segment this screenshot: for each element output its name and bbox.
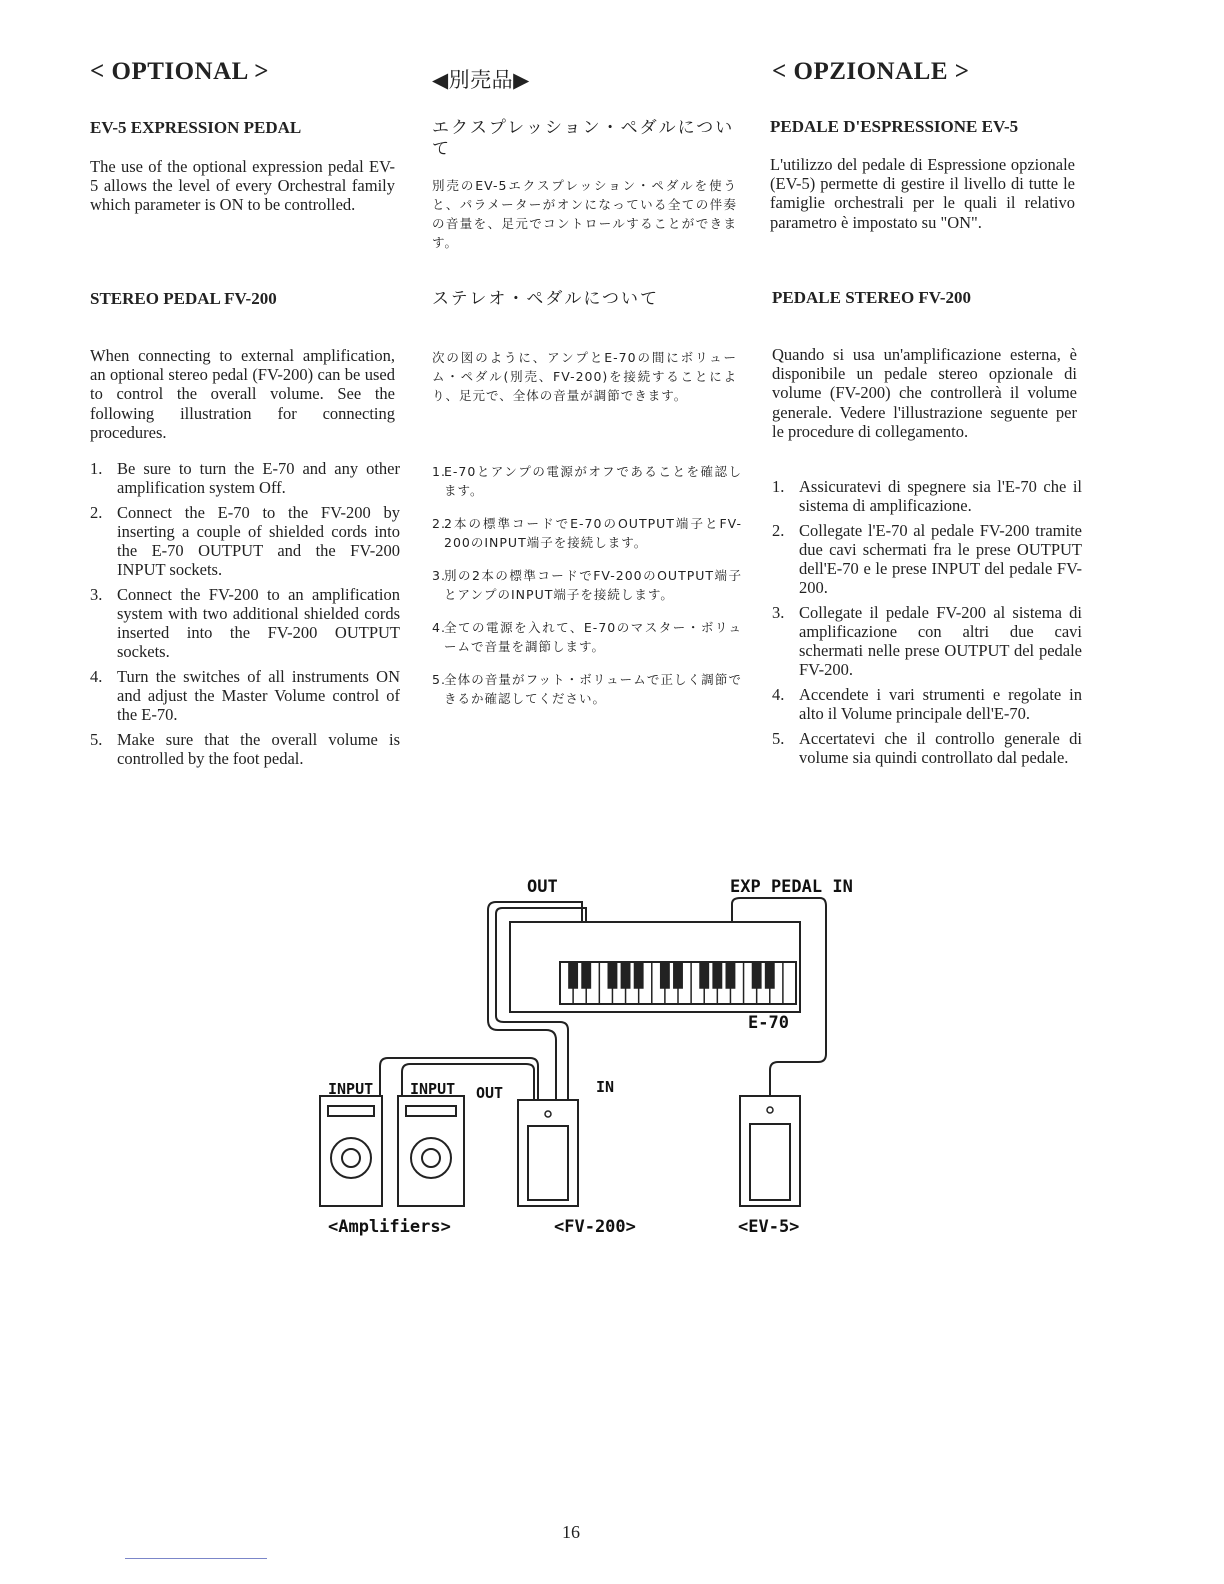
amplifier-1 xyxy=(320,1096,382,1206)
amplifier-2 xyxy=(398,1096,464,1206)
fv200-text-jp: 次の図のように、アンプとE-70の間にボリューム・ペダル(別売、FV-200)を接続することにより、足元で、全体の音量が調節できます。 xyxy=(432,350,737,403)
fv200-title-en: STEREO PEDAL FV-200 xyxy=(90,289,277,308)
black-key xyxy=(569,962,577,988)
heading-optional-jp: ◀別売品▶ xyxy=(432,68,530,92)
ev5-text-en: The use of the optional expression pedal EV-5 allows the level of every Orchestral family which parameter is ON to be controlled. xyxy=(90,157,395,215)
fv200-title-it: PEDALE STEREO FV-200 xyxy=(772,288,971,307)
list-item: 5. Make sure that the overall volume is controlled by the foot pedal. xyxy=(90,730,400,768)
ev5-title-it: PEDALE D'ESPRESSIONE EV-5 xyxy=(770,117,1019,136)
black-key xyxy=(608,962,616,988)
black-key xyxy=(713,962,721,988)
heading-optional-en: < OPTIONAL > xyxy=(90,58,269,85)
label-amplifiers: <Amplifiers> xyxy=(328,1217,451,1237)
fv200-title-jp: ステレオ・ペダルについて xyxy=(432,289,659,309)
steps-list-en xyxy=(90,459,400,774)
list-item: 3. Collegate il pedale FV-200 al sistema di amplificazione con altri due cavi schermati nelle prese OUTPUT del pedale FV-200. xyxy=(772,603,1082,679)
black-key xyxy=(726,962,734,988)
list-item: 1. Assicuratevi di spegnere sia l'E-70 che il sistema di amplificazione. xyxy=(772,477,1082,515)
ev5-text-jp: 別売のEV-5エクスプレッション・ペダルを使うと、パラメーターがオンになっている全ての伴奏の音量を、足元でコントロールすることができます。 xyxy=(432,178,737,250)
black-key xyxy=(582,962,590,988)
page-number: 16 xyxy=(562,1522,580,1542)
black-key xyxy=(766,962,774,988)
list-item: 4. 全ての電源を入れて、E-70のマスター・ボリュームで音量を調節します。 xyxy=(432,620,742,654)
label-fv200: <FV-200> xyxy=(554,1217,636,1237)
footer-rule xyxy=(125,1558,267,1559)
ev5-text-it: L'utilizzo del pedale di Espressione opzionale (EV-5) permette di gestire il livello di tutte le famiglie orchestrali per le quali il relativo parametro è impostato su "ON". xyxy=(770,155,1075,232)
fv200-text-it: Quando si usa un'amplificazione esterna, è disponibile un pedale stereo opzionale di volume (FV-200) che controllerà il volume generale. Vedere l'illustrazione seguente per le procedure di collegamento. xyxy=(772,345,1077,441)
list-item: 4. Turn the switches of all instruments ON and adjust the Master Volume control of the E-70. xyxy=(90,667,400,724)
black-key xyxy=(752,962,760,988)
connection-diagram xyxy=(310,870,870,1240)
label-ev5: <EV-5> xyxy=(738,1217,800,1237)
ev5-title-jp: エクスプレッション・ペダルについて xyxy=(432,118,735,159)
black-key xyxy=(674,962,682,988)
black-key xyxy=(700,962,708,988)
fv200-text-en: When connecting to external amplification, an optional stereo pedal (FV-200) can be used to control the overall volume. See the following illustration for connecting procedures. xyxy=(90,346,395,442)
label-input-1: INPUT xyxy=(328,1080,374,1098)
black-key xyxy=(621,962,629,988)
label-out-top: OUT xyxy=(527,877,558,897)
steps-list-it xyxy=(772,477,1082,773)
list-item: 2. Connect the E-70 to the FV-200 by inserting a couple of shielded cords into the E-70 OUTPUT and the FV-200 INPUT sockets. xyxy=(90,503,400,579)
list-item: 3. Connect the FV-200 to an amplification system with two additional shielded cords inserted into the FV-200 OUTPUT sockets. xyxy=(90,585,400,661)
label-out-fv: OUT xyxy=(476,1084,504,1102)
black-key xyxy=(634,962,642,988)
ev5-title-en: EV-5 EXPRESSION PEDAL xyxy=(90,118,302,137)
list-item: 4. Accendete i vari strumenti e regolate in alto il Volume principale dell'E-70. xyxy=(772,685,1082,723)
list-item: 5. 全体の音量がフット・ボリュームで正しく調節できるか確認してください。 xyxy=(432,672,742,706)
label-exp-pedal-in: EXP PEDAL IN xyxy=(730,877,853,897)
list-item: 5. Accertatevi che il controllo generale di volume sia quindi controllato dal pedale. xyxy=(772,729,1082,767)
list-item: 2. 2本の標準コードでE-70のOUTPUT端子とFV-200のINPUT端子を接続します。 xyxy=(432,516,742,550)
list-item: 1. E-70とアンプの電源がオフであることを確認します。 xyxy=(432,464,742,498)
heading-optional-it: < OPZIONALE > xyxy=(772,58,970,85)
label-input-2: INPUT xyxy=(410,1080,456,1098)
steps-list-jp xyxy=(432,462,742,722)
label-e70: E-70 xyxy=(748,1013,789,1033)
black-key xyxy=(661,962,669,988)
label-in-fv: IN xyxy=(596,1078,615,1096)
list-item: 1. Be sure to turn the E-70 and any other amplification system Off. xyxy=(90,459,400,497)
list-item: 3. 別の2本の標準コードでFV-200のOUTPUT端子とアンプのINPUT端子を接続します。 xyxy=(432,568,742,602)
list-item: 2. Collegate l'E-70 al pedale FV-200 tramite due cavi schermati fra le prese OUTPUT dell'E-70 e le prese INPUT del pedale FV-200. xyxy=(772,521,1082,597)
